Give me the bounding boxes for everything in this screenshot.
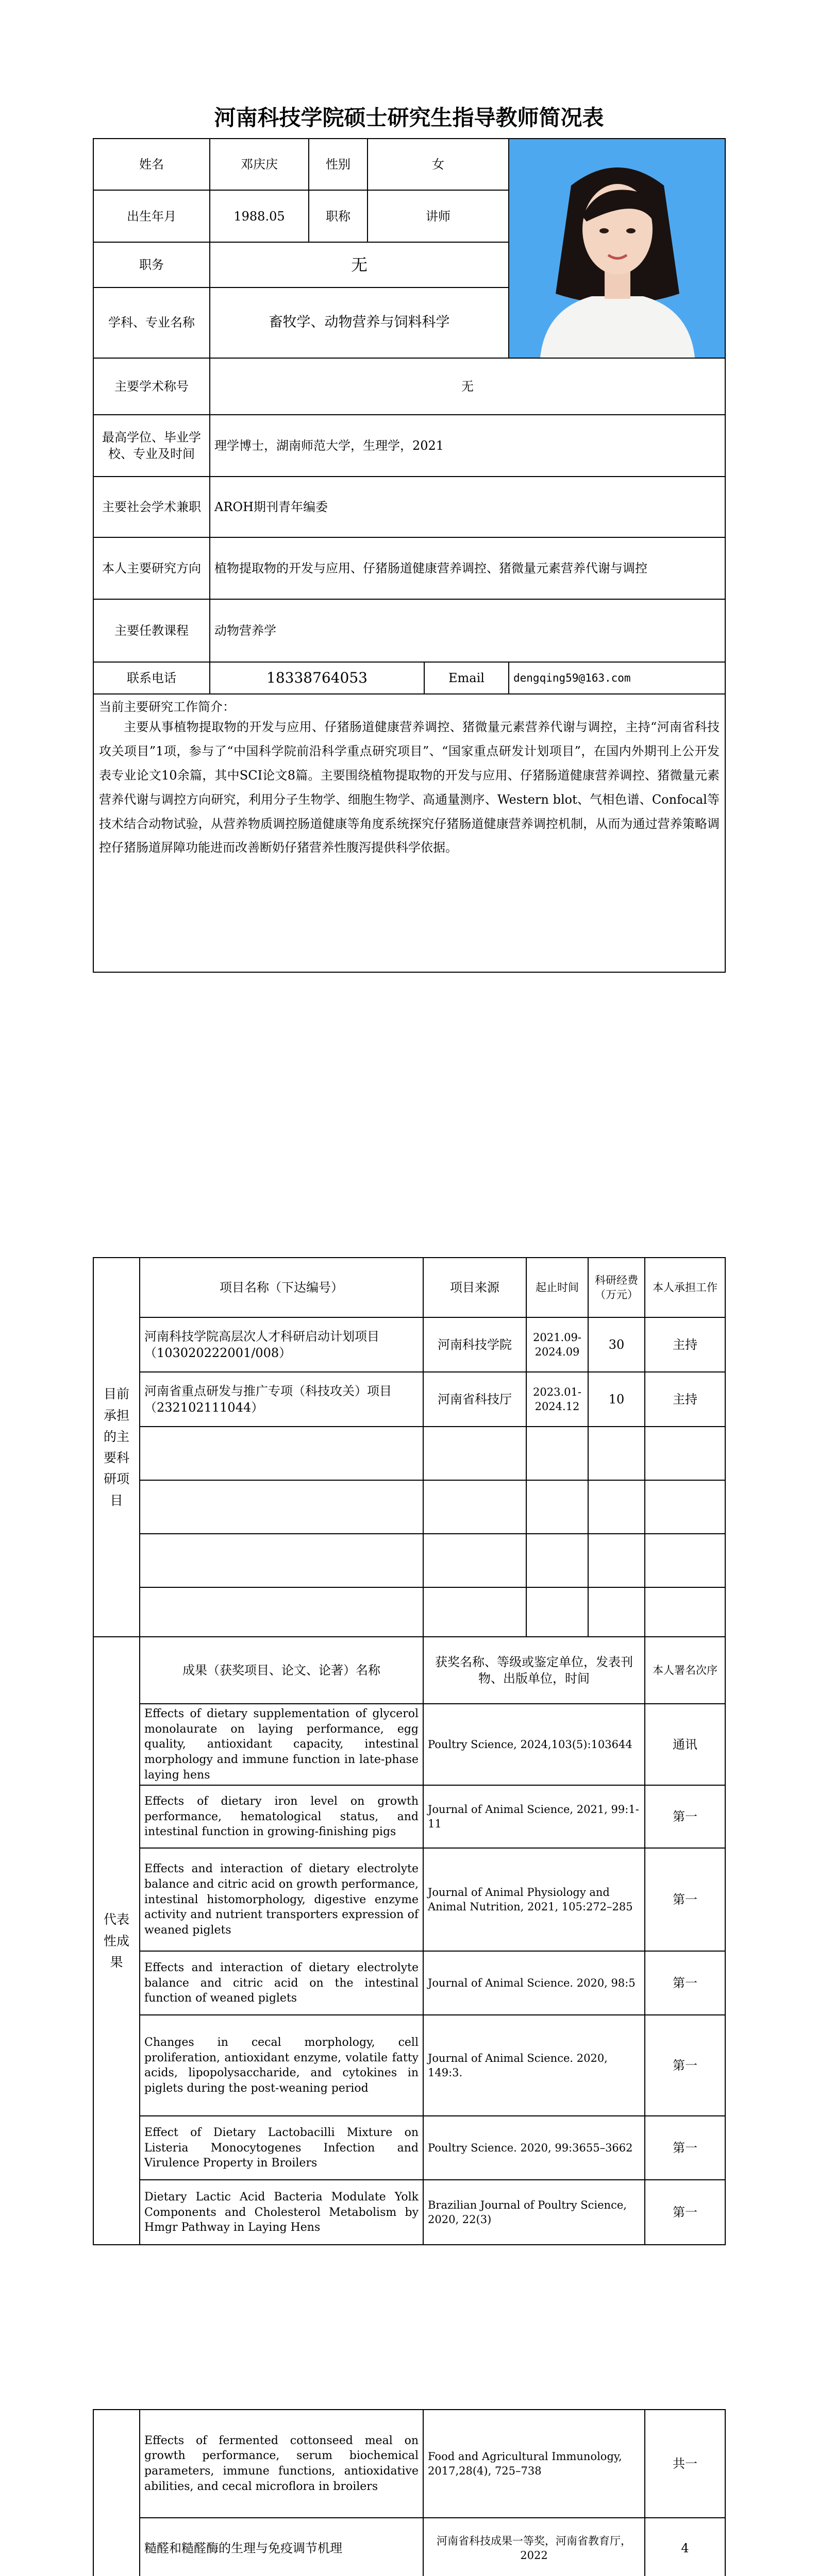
achievement-source: Journal of Animal Science. 2020, 149:3. [423, 2015, 645, 2116]
table-row [93, 2518, 725, 2576]
achievement-name: Effects of dietary supplementation of glycerol monolaurate on laying performance, egg quality, antioxidant capacity, intestinal morphology and immune function in late-phase laying hens [140, 1704, 423, 1785]
table-row [93, 1317, 725, 1372]
projects-side-label: 目前承担的主要科研项目 [93, 1258, 140, 1637]
portrait-image [509, 139, 725, 358]
courses-value: 动物营养学 [210, 599, 725, 662]
achievement-source: Poultry Science, 2024,103(5):103644 [423, 1704, 645, 1785]
birth-label: 出生年月 [93, 190, 210, 242]
proj-header-role: 本人承担工作 [645, 1258, 725, 1317]
ach-header-rank: 本人署名次序 [645, 1637, 725, 1704]
project-role: 主持 [645, 1372, 725, 1427]
proj-header-period: 起止时间 [526, 1258, 588, 1317]
academic-title-label: 主要学术称号 [93, 358, 210, 415]
name-value: 邓庆庆 [210, 139, 309, 190]
gender-value: 女 [368, 139, 509, 190]
achievement-name: Changes in cecal morphology, cell proliferation, antioxidant enzyme, volatile fatty acids, lipopolysaccharide, and cytokines in piglets during the post-weaning period [140, 2015, 423, 2116]
research-label: 本人主要研究方向 [93, 537, 210, 599]
projects-table [93, 1257, 726, 2245]
achievements-side-label: 代表性成果 [93, 1637, 140, 2245]
proj-header-name: 项目名称（下达编号） [140, 1258, 423, 1317]
ach-header-name: 成果（获奖项目、论文、论著）名称 [140, 1637, 423, 1704]
project-period: 2021.09-2024.09 [526, 1317, 588, 1372]
table-row [93, 2180, 725, 2245]
social-label: 主要社会学术兼职 [93, 477, 210, 537]
project-funding: 30 [588, 1317, 645, 1372]
achievement-source: Journal of Animal Science, 2021, 99:1-11 [423, 1785, 645, 1848]
achievement-name: Effects and interaction of dietary electrolyte balance and citric acid on growth performance, intestinal histomorphology, digestive enzyme activity and nutrient transporters expression of weaned piglets [140, 1848, 423, 1951]
project-funding: 10 [588, 1372, 645, 1427]
achievement-source: Poultry Science. 2020, 99:3655–3662 [423, 2116, 645, 2180]
table-row [93, 2116, 725, 2180]
name-label: 姓名 [93, 139, 210, 190]
achievement-source: Food and Agricultural Immunology, 2017,28(4), 725–738 [423, 2410, 645, 2518]
table-row [93, 1848, 725, 1951]
degree-value: 理学博士，湖南师范大学，生理学，2021 [210, 415, 725, 477]
birth-value: 1988.05 [210, 190, 309, 242]
project-name: 河南省重点研发与推广专项（科技攻关）项目（232102111044） [140, 1372, 423, 1427]
research-value: 植物提取物的开发与应用、仔猪肠道健康营养调控、猪微量元素营养代谢与调控 [210, 537, 725, 599]
achievement-name: Effects and interaction of dietary electrolyte balance and citric acid on the intestinal function of weaned piglets [140, 1951, 423, 2015]
achievement-source: Brazilian Journal of Poultry Science, 2020, 22(3) [423, 2180, 645, 2245]
project-source: 河南科技学院 [423, 1317, 526, 1372]
achievement-rank: 通讯 [645, 1704, 725, 1785]
table-row [93, 1951, 725, 2015]
intro-text: 主要从事植物提取物的开发与应用、仔猪肠道健康营养调控、猪微量元素营养代谢与调控，主持“河南省科技攻关项目”1项，参与了“中国科学院前沿科学重点研究项目”、“国家重点研发计划项目”，在国内外期刊上公开发表专业论文10余篇，其中SCI论文8篇。主要围绕植物提取物的开发与应用、仔猪肠道健康营养调控、猪微量元素营养代谢与调控方向研究，利用分子生物学、细胞生物学、高通量测序、Western blot、气相色谱、Confocal等技术结合动物试验，从营养物质调控肠道健康等角度系统探究仔猪肠道健康营养调控机制，从而为通过营养策略调控仔猪肠道屏障功能进而改善断奶仔猪营养性腹泻提供科学依据。 [99, 720, 720, 855]
achievement-rank: 第一 [645, 1848, 725, 1951]
email-value: dengqing59@163.com [509, 662, 725, 694]
table-row [93, 2410, 725, 2518]
table-row [93, 2015, 725, 2116]
project-name: 河南科技学院高层次人才科研启动计划项目（103020222001/008） [140, 1317, 423, 1372]
phone-label: 联系电话 [93, 662, 210, 694]
achievement-source: 河南省科技成果一等奖，河南省教育厅，2022 [423, 2518, 645, 2576]
position-label: 职务 [93, 242, 210, 287]
title-label: 职称 [309, 190, 368, 242]
project-period: 2023.01-2024.12 [526, 1372, 588, 1427]
discipline-value: 畜牧学、动物营养与饲料科学 [210, 287, 509, 358]
achievement-name: 糙醛和糙醛酶的生理与免疫调节机理 [140, 2518, 423, 2576]
achievement-source: Journal of Animal Physiology and Animal Nutrition, 2021, 105:272–285 [423, 1848, 645, 1951]
achievement-name: Effects of fermented cottonseed meal on growth performance, serum biochemical parameters, immune functions, antioxidative abilities, and cecal microflora in broilers [140, 2410, 423, 2518]
achievement-rank: 第一 [645, 2116, 725, 2180]
proj-header-source: 项目来源 [423, 1258, 526, 1317]
achievement-source: Journal of Animal Science. 2020, 98:5 [423, 1951, 645, 2015]
proj-header-funding: 科研经费（万元） [588, 1258, 645, 1317]
project-role: 主持 [645, 1317, 725, 1372]
social-value: AROH期刊青年编委 [210, 477, 725, 537]
intro-label: 当前主要研究工作简介： [99, 700, 235, 714]
achievement-name: Dietary Lactic Acid Bacteria Modulate Yolk Components and Cholesterol Metabolism by Hmgr Pathway in Laying Hens [140, 2180, 423, 2245]
achievement-rank: 第一 [645, 1951, 725, 2015]
achievement-rank: 共一 [645, 2410, 725, 2518]
table-row [93, 1372, 725, 1427]
table-row [93, 1704, 725, 1785]
page-title: 河南科技学院硕士研究生指导教师简况表 [214, 105, 604, 130]
degree-label: 最高学位、毕业学校、专业及时间 [93, 415, 210, 477]
achievement-name: Effect of Dietary Lactobacilli Mixture on Listeria Monocytogenes Infection and Virulence Property in Broilers [140, 2116, 423, 2180]
position-value: 无 [210, 242, 509, 287]
achievement-rank: 4 [645, 2518, 725, 2576]
achievement-rank: 第一 [645, 1785, 725, 1848]
email-label: Email [424, 662, 509, 694]
profile-table [93, 138, 726, 973]
achievements-cont-table [93, 2409, 726, 2576]
phone-value: 18338764053 [210, 662, 424, 694]
academic-title-value: 无 [210, 358, 725, 415]
gender-label: 性别 [309, 139, 368, 190]
courses-label: 主要任教课程 [93, 599, 210, 662]
title-value: 讲师 [368, 190, 509, 242]
ach-header-source: 获奖名称、等级或鉴定单位，发表刊物、出版单位，时间 [423, 1637, 645, 1704]
profile-photo [509, 139, 725, 358]
achievement-rank: 第一 [645, 2180, 725, 2245]
achievement-name: Effects of dietary iron level on growth performance, hematological status, and intestinal function in growing-finishing pigs [140, 1785, 423, 1848]
achievement-rank: 第一 [645, 2015, 725, 2116]
discipline-label: 学科、专业名称 [93, 287, 210, 358]
table-row [93, 1785, 725, 1848]
project-source: 河南省科技厅 [423, 1372, 526, 1427]
